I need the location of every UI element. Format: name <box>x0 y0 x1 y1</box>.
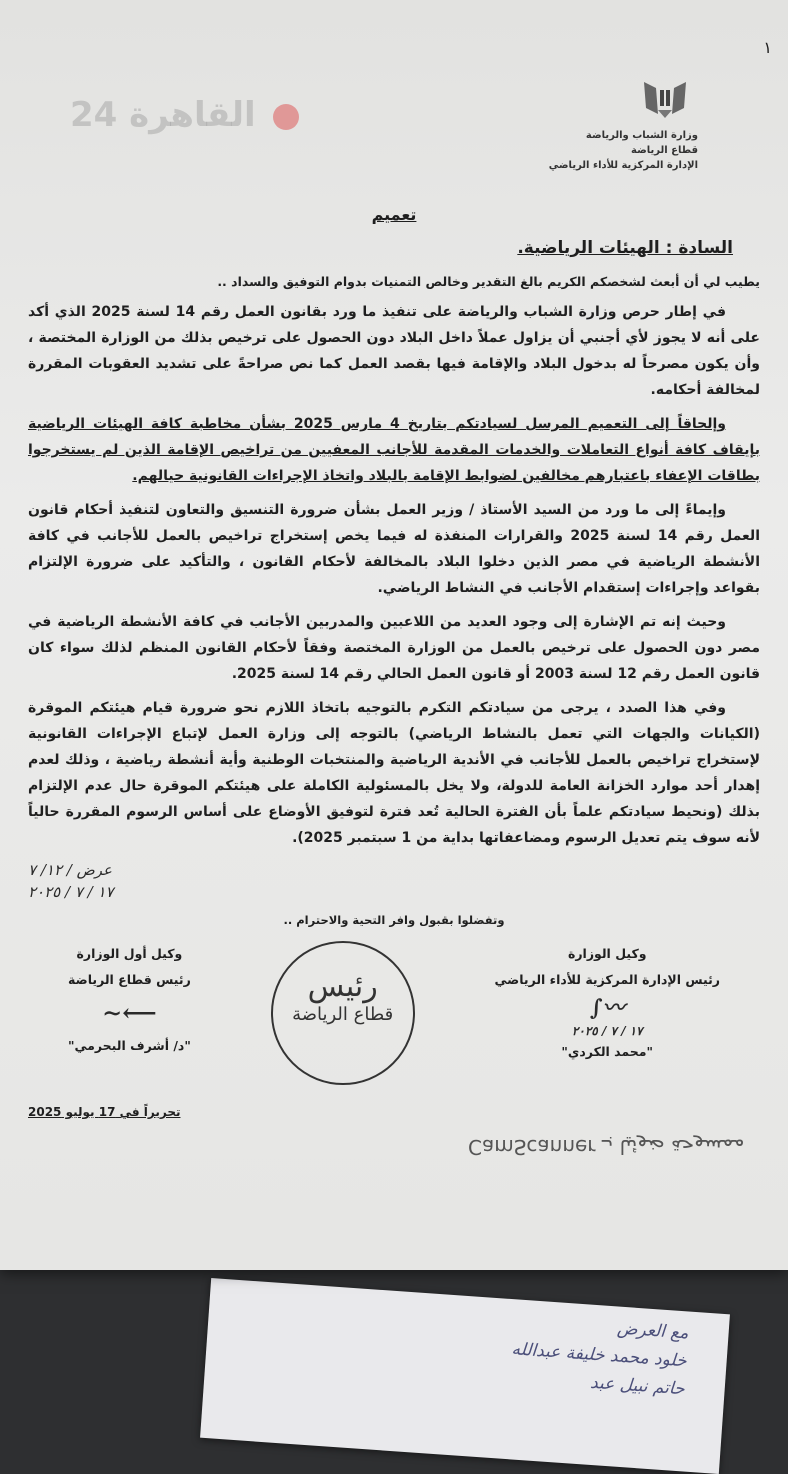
note-line: مع العرض <box>616 1318 690 1344</box>
watermark-text: القاهرة 24 <box>70 95 256 135</box>
letterhead-ministry: وزارة الشباب والرياضة <box>585 130 698 141</box>
greeting: يطيب لي أن أبعث لشخصكم الكريم بالغ التقدير وخالص التمنيات بدوام التوفيق والسداد .. <box>217 274 760 289</box>
signature: 〰∫ <box>589 995 625 1021</box>
handwritten-note <box>200 1278 730 1474</box>
addressee: السادة : الهيئات الرياضية. <box>517 238 733 258</box>
signature-area <box>28 941 760 1085</box>
document-title: تعميم <box>371 205 417 224</box>
page-number: ١ <box>763 38 772 57</box>
signatory-1 <box>494 941 720 1065</box>
signatory-title: وكيل أول الوزارة <box>76 946 183 961</box>
stamp-line: رئيس <box>307 969 378 1004</box>
signatory-title: وكيل الوزارة <box>567 946 647 961</box>
note-line: حاتم نبيل عبد <box>589 1372 686 1400</box>
signatory-name: "د/ أشرف البحرمي" <box>68 1038 191 1053</box>
margin-handwriting <box>28 859 740 903</box>
scanner-mark: ممسوحة ضوئيا بـ CamScanner <box>468 1135 745 1159</box>
paragraph-1: في إطار حرص وزارة الشباب والرياضة على تنفيذ ما ورد بقانون العمل رقم 14 لسنة 2025 الذي أكد على أنه لا يجوز لأي أجنبي أن يزاول عملاً داخل البلاد دون الحصول على ترخيص بذلك من الوزارة المختصة ، وأن يكون مصرحاً له بدخول البلاد والإقامة فيها بقصد العمل كما نص صراحةً على تشديد العقوبات المقررة لمخالفة أحكامه. <box>28 304 760 398</box>
issue-date-line <box>28 1105 700 1119</box>
paragraph-5: وفي هذا الصدد ، يرجى من سيادتكم التكرم بالتوجيه باتخاذ اللازم نحو ضرورة قيام هيئتكم الموقرة (الكيانات والجهات التي تعمل بالنشاط الرياضي) بالتوجه إلى وزارة العمل لإتباع الإجراءات القانونية لإستخراج تراخيص بالعمل للأجانب في الأندية الرياضية والمنتخبات الوطنية وأية أنشطة رياضية ، وذلك لعدم إهدار أحد موارد الخزانة العامة للدولة، ولا يخل بالمسئولية الكاملة على هيئتكم الموقرة حال عدم الإلتزام بذلك (ونحيط سيادتكم علماً بأن الفترة الحالية تُعد فترة لتوفيق الأوضاع على أساس الرسوم المقررة حالياً لأنه سوف يتم تعديل الرسوم ومضاعفاتها بداية من 1 سبتمبر 2025). <box>28 700 760 846</box>
signature: ⟵∽ <box>102 998 157 1027</box>
signatory-2 <box>68 941 191 1059</box>
margin-date: ١٧ / ٧ / ٢٠٢٥ <box>28 883 114 901</box>
stamp-line: قطاع الرياضة <box>292 1004 394 1025</box>
signatory-role: رئيس قطاع الرياضة <box>68 972 191 987</box>
note-line: خلود محمد خليفة عبدالله <box>510 1339 688 1372</box>
closing-line: وتفضلوا بقبول وافر التحية والاحترام .. <box>283 913 505 927</box>
signature-date: ١٧ / ٧ / ٢٠٢٥ <box>571 1024 643 1038</box>
letterhead-department: الإدارة المركزية للأداء الرياضي <box>548 160 698 171</box>
margin-note: عرض / ١٢/ ٧ <box>28 861 112 879</box>
paragraph-3: وإيماءً إلى ما ورد من السيد الأستاذ / وزير العمل بشأن ضرورة التنسيق والتعاون لتنفيذ أحكام قانون العمل رقم 14 لسنة 2025 والقرارات المنفذة له فيما يخص إستخراج تراخيص بالعمل للأجانب في كافة الأنشطة الرياضية في مصر الذين دخلوا البلاد بالمخالفة لأحكام القانون ، والتأكيد على ضرورة الإلتزام بقواعد وإجراءات إستقدام الأجانب في النشاط الرياضي. <box>28 502 760 596</box>
issue-date: تحريراً في 17 يوليو 2025 <box>28 1105 181 1119</box>
letterhead-sector: قطاع الرياضة <box>631 145 698 156</box>
signatory-name: "محمد الكردي" <box>561 1044 654 1059</box>
signatory-role: رئيس الإدارة المركزية للأداء الرياضي <box>494 972 720 987</box>
paragraph-4: وحيث إنه تم الإشارة إلى وجود العديد من اللاعبين والمدربين الأجانب في كافة الأنشطة الرياضية في مصر دون الحصول على ترخيص بالعمل من الوزارة المختصة وفقاً لأحكام القانون المنظم لذلك سواء كان قانون العمل رقم 12 لسنة 2003 أو قانون العمل الحالي رقم 14 لسنة 2025. <box>28 614 760 682</box>
official-stamp <box>271 941 415 1085</box>
paragraph-2: وإلحاقاً إلى التعميم المرسل لسيادتكم بتاريخ 4 مارس 2025 بشأن مخاطبة كافة الهيئات الرياضية بإيقاف كافة أنواع التعاملات والخدمات المقدمة للأجانب المعفيين من تراخيص الإقامة الذين لم يستخرجوا بطاقات الإعفاء باعتبارهم مخالفين لضوابط الإقامة بالبلاد واتخاذ الإجراءات القانونية حيالهم. <box>28 416 760 484</box>
